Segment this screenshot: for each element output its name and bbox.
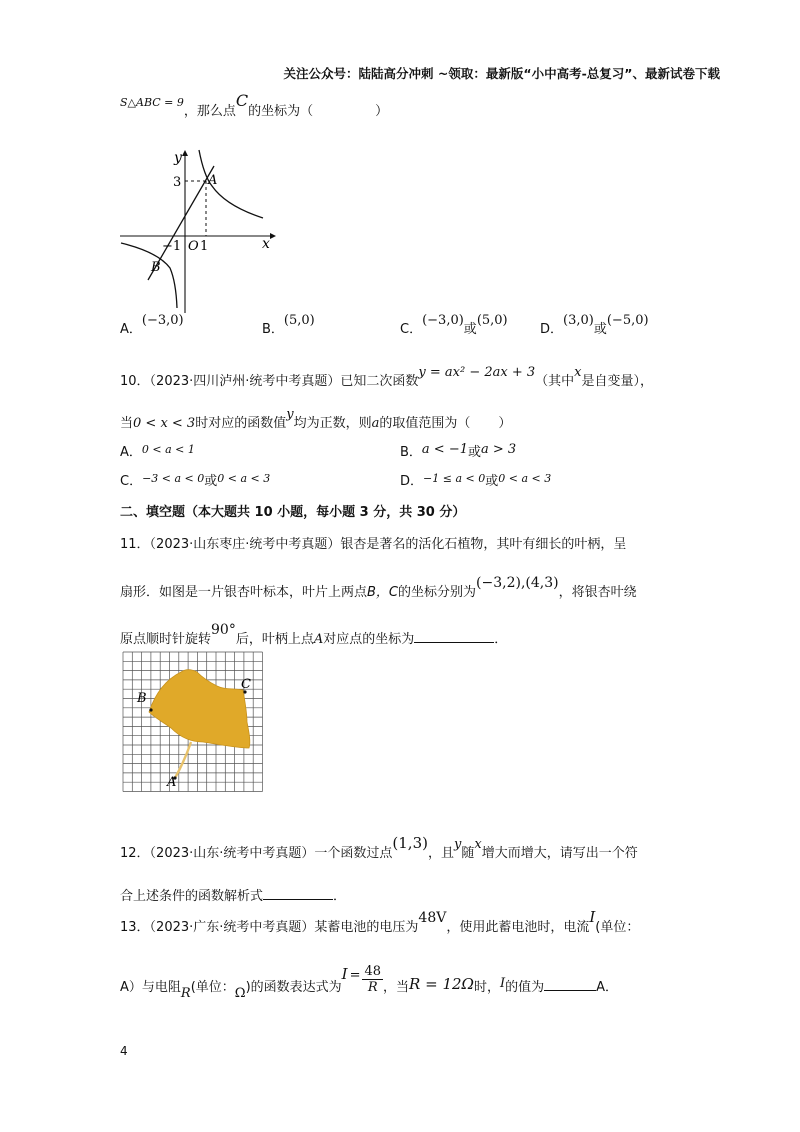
q9-y-label: y bbox=[174, 150, 182, 166]
q10-line1: 10．（2023·四川泸州·统考中考真题）已知二次函数y = ax² − 2ax + 3（其中x是自变量）， bbox=[120, 365, 654, 389]
q11-label-b: B bbox=[137, 691, 147, 706]
q9-text2: 的坐标为（ bbox=[248, 104, 314, 119]
q11-line2: 扇形．如图是一片银杏叶标本，叶片上两点B，C的坐标分别为(−3,2),(4,3)，将银杏叶绕 bbox=[120, 575, 637, 600]
q11-label-c: C bbox=[241, 677, 251, 692]
q12-line1: 12．（2023·山东·统考中考真题）一个函数过点(1,3)，且y随x增大而增大，请写出一个符 bbox=[120, 834, 638, 861]
q11-answer-blank bbox=[414, 628, 494, 643]
q13-answer-blank bbox=[544, 976, 596, 991]
q10-line2: 当0 < x < 3时对应的函数值y均为正数，则a的取值范围为（ ） bbox=[120, 407, 512, 431]
q13-line2: A）与电阻R(单位：Ω)的函数表达式为I = $\frac{48}{R}$ ，当R = 12Ω时，I的值为 A． bbox=[120, 964, 619, 1001]
q9-tick-minus1: −1 bbox=[162, 239, 182, 254]
q11-coords: (−3,2),(4,3) bbox=[476, 575, 559, 591]
q9-tick-3: 3 bbox=[173, 175, 182, 190]
page-header: 关注公众号：陆陆高分冲刺 ~领取：最新版“小中高考-总复习”、最新试卷下载 bbox=[283, 66, 720, 81]
q9-x-label: x bbox=[262, 236, 270, 252]
q9-point-c: C bbox=[235, 91, 249, 110]
q11-line3: 原点顺时针旋转90°后，叶柄上点A对应点的坐标为 ． bbox=[120, 622, 508, 647]
q9-label-a: A bbox=[208, 173, 218, 188]
q13-line1: 13．（2023·广东·统考中考真题）某蓄电池的电压为48V，使用此蓄电池时，电流I(单位： bbox=[120, 908, 640, 935]
q12-answer-blank bbox=[263, 885, 333, 900]
q11-angle: 90° bbox=[211, 622, 236, 638]
q9-area: S△ABC = 9 bbox=[120, 96, 184, 109]
page-number: 4 bbox=[120, 1044, 128, 1058]
q9-origin: O bbox=[188, 239, 199, 254]
q11-line1: 11．（2023·山东枣庄·统考中考真题）银杏是著名的活化石植物，其叶有细长的叶柄，呈 bbox=[120, 537, 627, 552]
q9-option-d: D．(3,0)或(−5,0) bbox=[540, 313, 649, 337]
q9-option-b: B．(5,0) bbox=[262, 313, 315, 337]
section-title: 二、填空题（本大题共 10 小题，每小题 3 分，共 30 分） bbox=[120, 505, 466, 520]
q10-option-d: D．$^{-1 \le a < 0}$或$^{0 < a < 3}$ bbox=[400, 472, 552, 489]
q10-option-a: A．$^{0 < a < 1}$ bbox=[120, 443, 195, 460]
q12-line2: 合上述条件的函数解析式 ． bbox=[120, 885, 346, 904]
q9-close: ） bbox=[375, 104, 389, 119]
q13-fraction: $\frac{48}{R}$ bbox=[364, 964, 382, 995]
q9-graph bbox=[118, 148, 278, 316]
q12-point: (1,3) bbox=[392, 834, 428, 852]
q9-text: ，那么点 bbox=[183, 104, 236, 119]
q13-voltage: 48V bbox=[418, 910, 447, 926]
q10-function: y = ax² − 2ax + 3 bbox=[418, 365, 536, 380]
q10-option-b: B．a < −1或a > 3 bbox=[400, 442, 517, 460]
q9-tick-1: 1 bbox=[200, 239, 209, 254]
q11-ginkgo-figure bbox=[121, 650, 271, 804]
q9-option-a: A．(−3,0) bbox=[120, 313, 184, 337]
q11-label-a: A bbox=[167, 775, 177, 790]
q10-option-c: C．$^{-3 < a < 0}$或$^{0 < a < 3}$ bbox=[120, 472, 271, 489]
q9-stem bbox=[120, 91, 389, 119]
q9-option-c: C．(−3,0)或(5,0) bbox=[400, 313, 508, 337]
q9-label-b: B bbox=[151, 260, 161, 275]
